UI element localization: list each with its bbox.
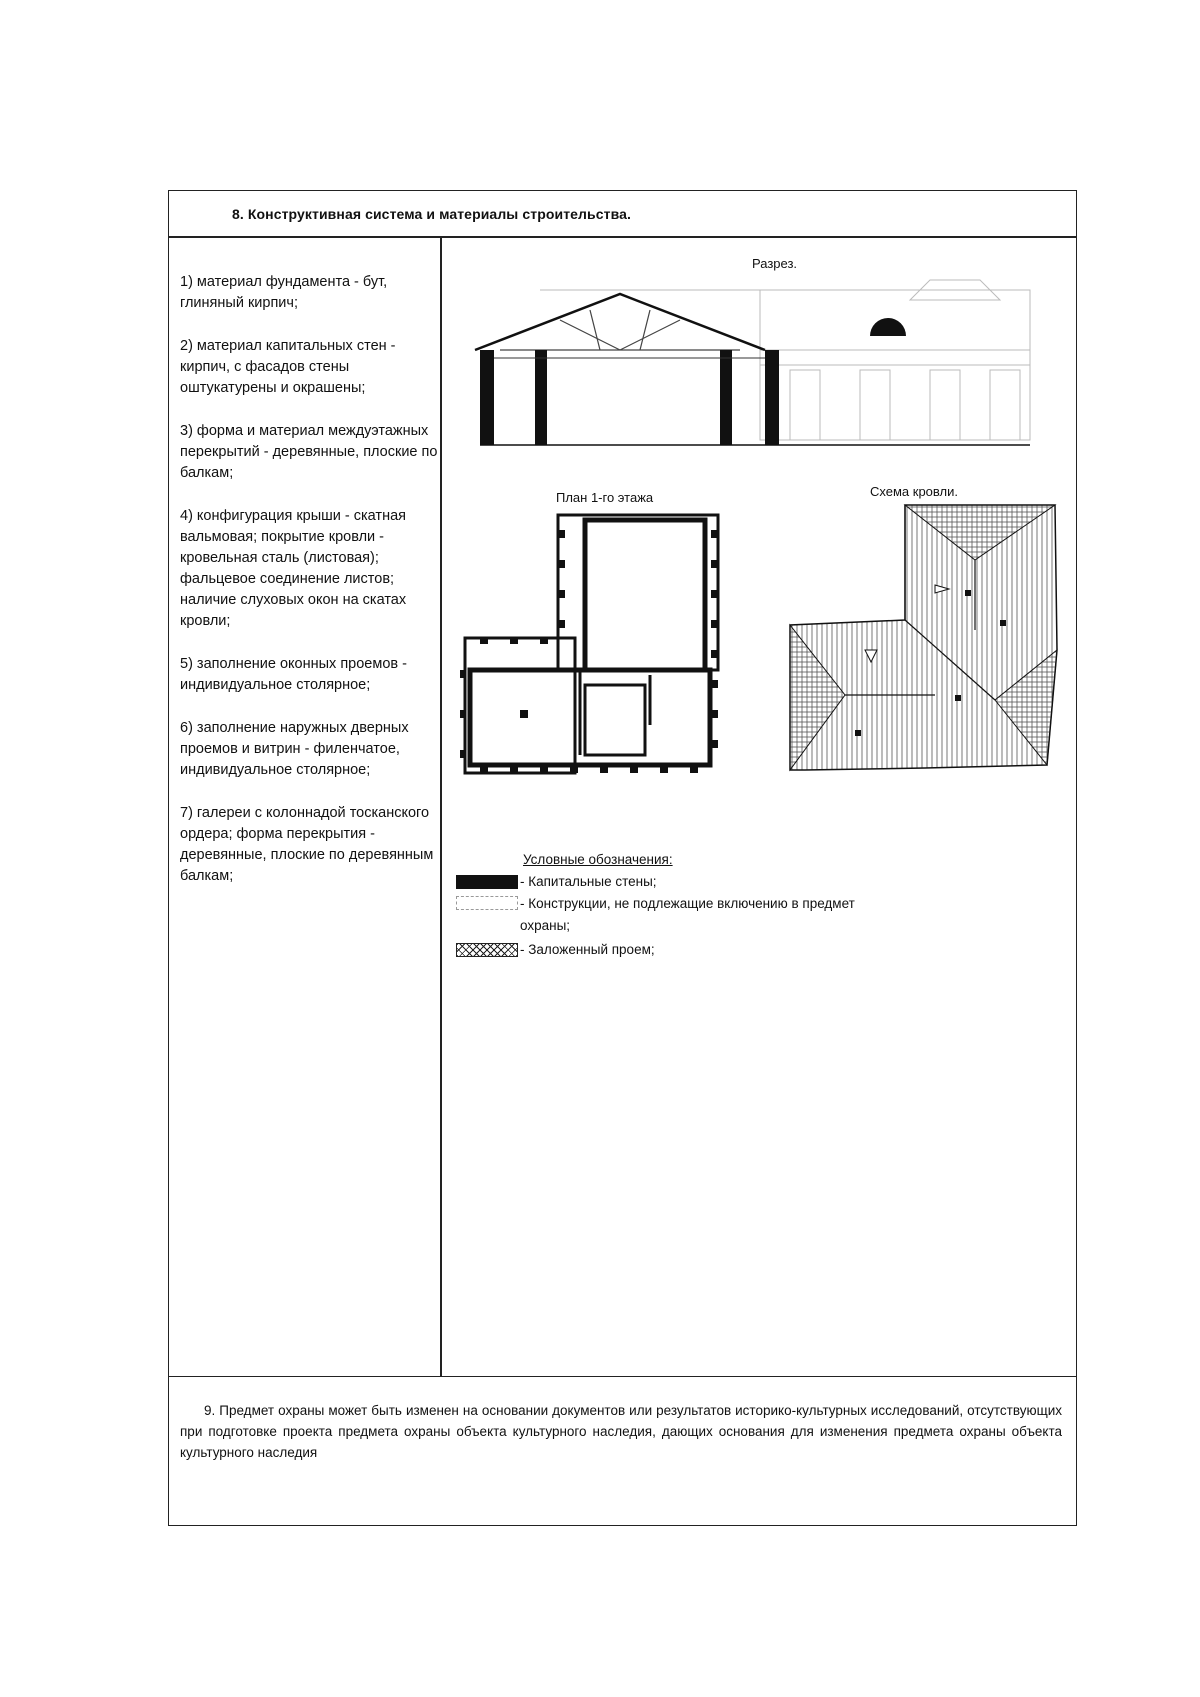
materials-list xyxy=(180,272,438,909)
list-item: 2) материал капитальных стен - кирпич, с фасадов стены оштукатурены и окрашены; xyxy=(180,338,396,396)
roof-caption: Схема кровли. xyxy=(870,484,958,499)
legend-swatch-hatch xyxy=(456,943,518,957)
list-item: 4) конфигурация крыши - скатная вальмовая; покрытие кровли - кровельная сталь (листовая); фальцевое соединение листов; наличие слуховых окон на скатах кровли; xyxy=(180,508,407,629)
legend-swatch-black xyxy=(456,875,518,889)
plan-caption: План 1-го этажа xyxy=(556,490,654,505)
legend-swatch-white xyxy=(456,896,518,910)
heading-divider xyxy=(168,236,1077,238)
legend-row xyxy=(456,874,657,889)
legend-label: - Заложенный проем; xyxy=(520,942,655,957)
list-item: 3) форма и материал междуэтажных перекрытий - деревянные, плоские по балкам; xyxy=(180,423,438,481)
legend-title: Условные обозначения: xyxy=(523,852,673,867)
legend-row xyxy=(456,942,655,957)
section-caption: Разрез. xyxy=(752,256,798,271)
section-drawing xyxy=(460,270,1050,450)
dormer-arch xyxy=(870,318,906,336)
column-divider xyxy=(440,236,442,1377)
legend-row xyxy=(456,896,860,937)
legend-label: - Капитальные стены; xyxy=(520,874,657,889)
section8-heading: 8. Конструктивная система и материалы строительства. xyxy=(232,206,631,222)
floor-plan xyxy=(460,510,740,785)
list-item: 6) заполнение наружных дверных проемов и витрин - филенчатое, индивидуальное столярное; xyxy=(180,720,409,778)
legend-label: - Конструкции, не подлежащие включению в предмет охраны; xyxy=(520,896,855,933)
roof-scheme xyxy=(785,500,1070,790)
list-item: 5) заполнение оконных проемов - индивидуальное столярное; xyxy=(180,656,407,693)
list-item: 1) материал фундамента - бут, глиняный кирпич; xyxy=(180,274,388,311)
list-item: 7) галереи с колоннадой тосканского ордера; форма перекрытия - деревянные, плоские по деревянным балкам; xyxy=(180,805,434,884)
section9-text: 9. Предмет охраны может быть изменен на основании документов или результатов историко-культурных исследований, отсутствующих при подготовке проекта предмета охраны объекта культурного наследия, дающих основания для изменения предмета охраны объекта культурного наследия xyxy=(180,1403,1062,1460)
